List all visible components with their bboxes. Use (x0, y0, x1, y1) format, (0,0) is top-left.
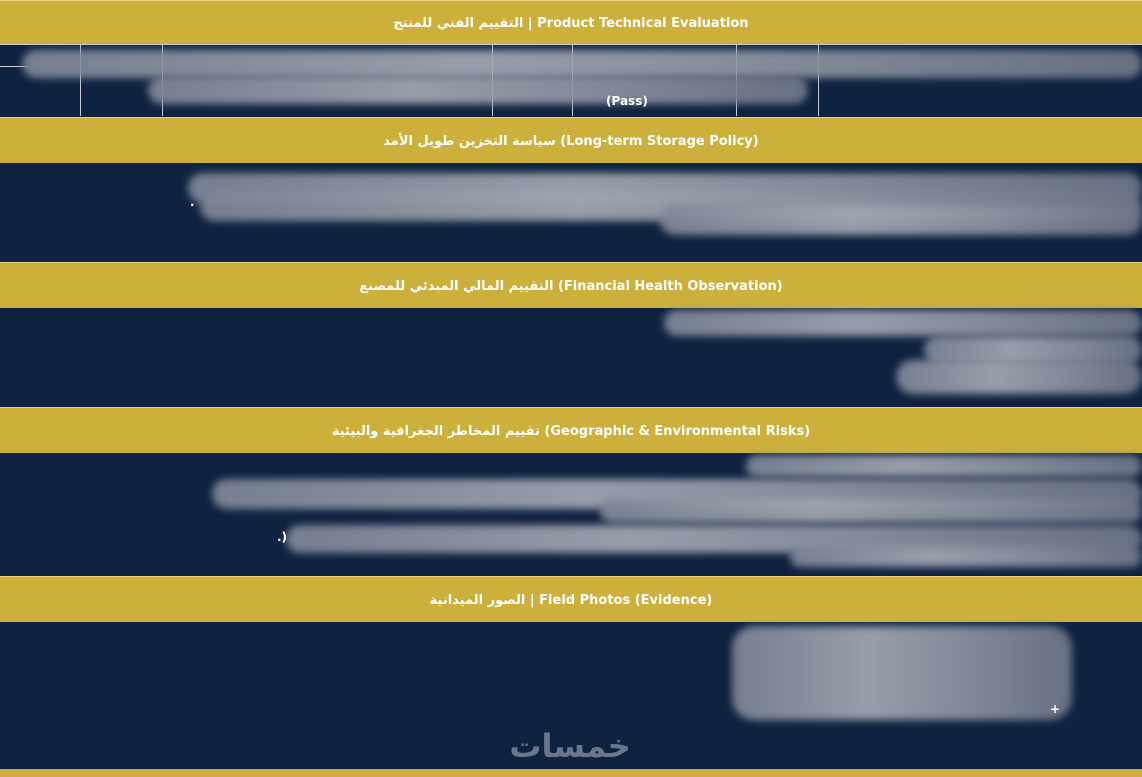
redacted-content (664, 310, 1142, 336)
paragraph-text: . (190, 195, 195, 209)
redacted-content (148, 76, 808, 104)
redacted-content (600, 499, 1142, 523)
table-cell-text: (Pass) (606, 94, 648, 108)
redacted-content (790, 547, 1142, 567)
section-title: سياسة التخزين طويل الأمد (Long-term Storage Policy) (383, 133, 759, 149)
section-header-field-photos (0, 576, 1142, 623)
paragraph-text: .) (277, 530, 288, 544)
section-title: التقييم الفني للمنتج | Product Technical Evaluation (393, 15, 749, 31)
section-title: الصور الميدانية | Field Photos (Evidence) (429, 592, 713, 608)
redacted-content (22, 50, 1142, 78)
redacted-content (660, 205, 1142, 235)
storage-policy-panel (0, 163, 1142, 261)
section-header-storage-policy (0, 117, 1142, 164)
section-header-geographic-risks (0, 407, 1142, 454)
financial-health-panel (0, 308, 1142, 406)
technical-evaluation-panel (0, 44, 1142, 116)
photo-thumbnail[interactable] (732, 626, 1072, 720)
table-border (0, 44, 1142, 45)
section-title: تقييم المخاطر الجغرافية والبيئية (Geographic & Environmental Risks) (331, 423, 811, 439)
redacted-content (746, 455, 1142, 477)
section-title: التقييم المالي المبدئي للمصنع (Financial Health Observation) (359, 278, 783, 294)
watermark-logo: خمسات (509, 727, 631, 765)
section-header-technical-evaluation (0, 0, 1142, 45)
section-header-strip (0, 769, 1142, 777)
geographic-risks-panel (0, 453, 1142, 575)
section-header-financial-health (0, 262, 1142, 309)
photo-marker: + (1050, 702, 1061, 716)
redacted-content (896, 360, 1142, 394)
